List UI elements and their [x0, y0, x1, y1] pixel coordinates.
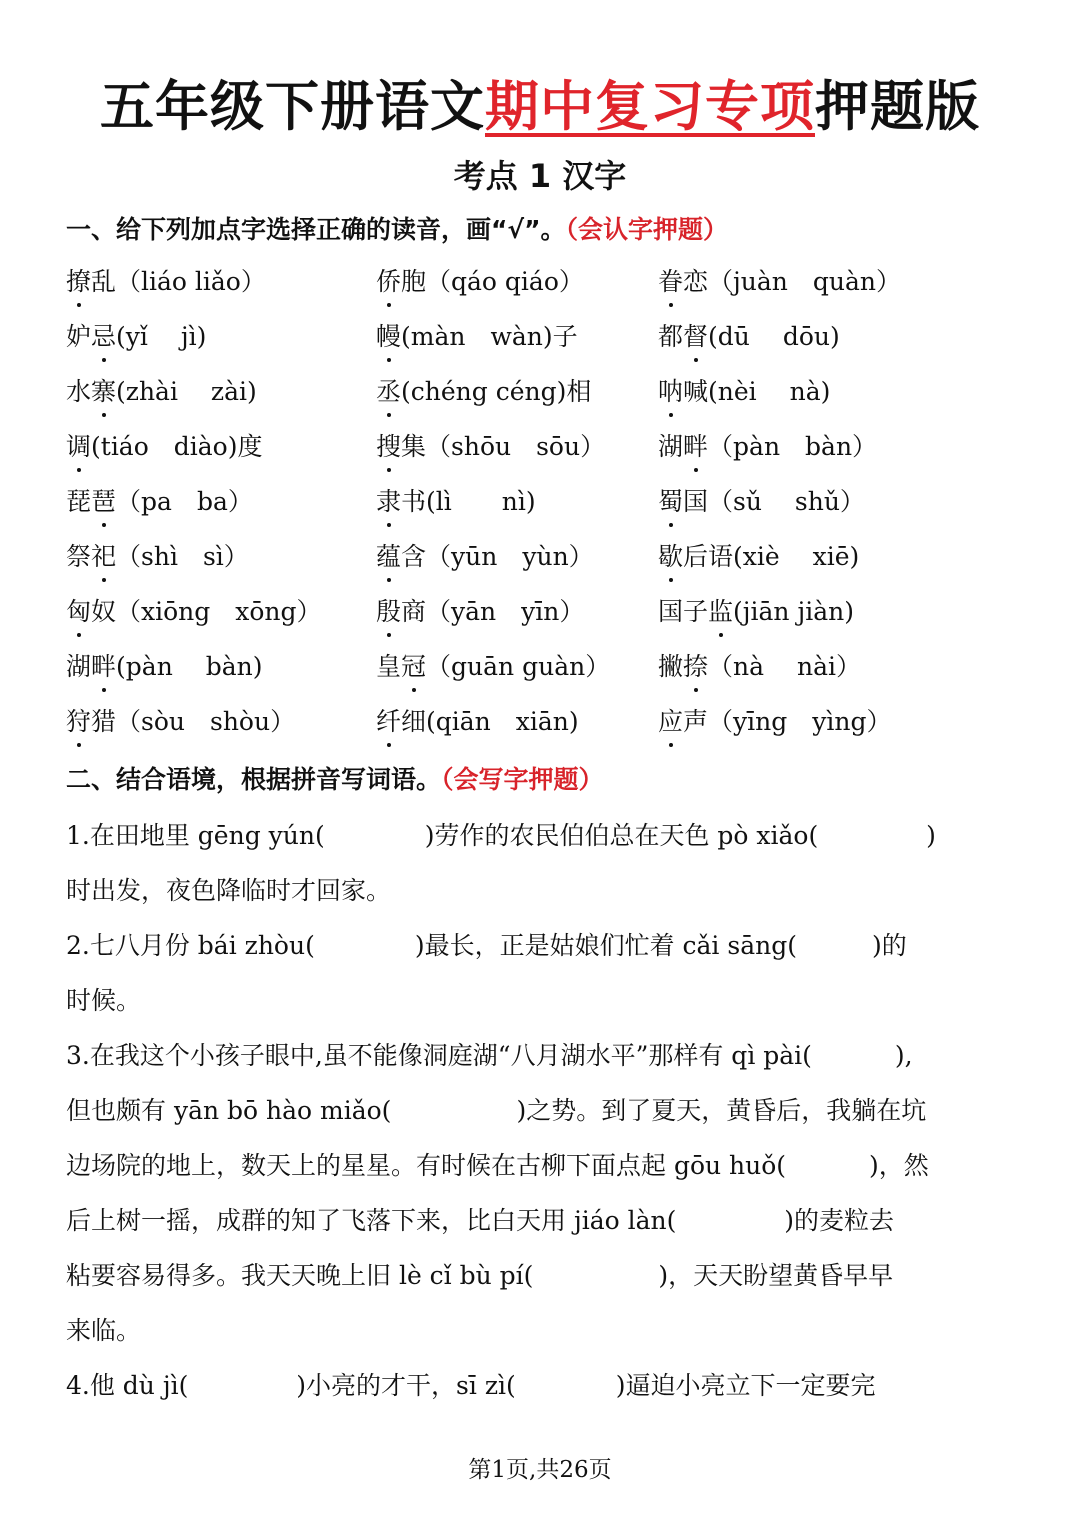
exercise-line: 2.七八月份 bái zhòu( )最长，正是姑娘们忙着 cǎi sāng( )的 [66, 931, 907, 960]
item-prefix: 撇 [658, 652, 684, 681]
grid-item [658, 698, 891, 746]
title-part-edition: 押题版 [815, 75, 980, 138]
dotted-char: 眷 [658, 258, 683, 306]
item-suffix: (pàn bàn) [116, 652, 263, 681]
item-suffix: 后语(xiè xiē) [683, 542, 860, 571]
exercise-line: 4.他 dù jì( )小亮的才干，sī zì( )逼迫小亮立下一定要完 [66, 1371, 876, 1400]
grid-item [658, 368, 830, 416]
grid-item [658, 313, 840, 361]
exercise-line: 时候。 [66, 986, 142, 1015]
dotted-char: 呐 [658, 368, 683, 416]
grid-row [66, 588, 1046, 643]
dotted-char: 蜀 [658, 478, 683, 526]
item-suffix: 乱（liáo liǎo） [91, 267, 266, 296]
exercise-line: 1.在田地里 gēng yún( )劳作的农民伯伯总在天色 pò xiǎo( ) [66, 821, 936, 850]
grid-item [66, 423, 262, 471]
grid-item [376, 533, 594, 581]
item-prefix: 琵 [66, 487, 92, 516]
item-suffix: 国（sǔ shǔ） [683, 487, 865, 516]
item-suffix: （pàn bàn） [708, 432, 878, 461]
grid-item [66, 588, 322, 636]
dotted-char: 畔 [683, 423, 708, 471]
pinyin-choice-grid [66, 258, 1046, 753]
exercise-line: 但也颇有 yān bō hào miǎo( )之势。到了夏天，黄昏后，我躺在坑 [66, 1096, 927, 1125]
dotted-char: 幔 [376, 313, 401, 361]
dotted-char: 殷 [376, 588, 401, 636]
section-1-heading [66, 210, 728, 250]
item-suffix: 集（shōu sōu） [401, 432, 606, 461]
dotted-char: 狩 [66, 698, 91, 746]
dotted-char: 寨 [91, 368, 116, 416]
grid-item [66, 643, 263, 691]
grid-row [66, 643, 1046, 698]
item-prefix: 国子 [658, 597, 709, 626]
grid-item [66, 258, 266, 306]
grid-row [66, 313, 1046, 368]
dotted-char: 蕴 [376, 533, 401, 581]
item-suffix: 细(qiān xiān) [401, 707, 579, 736]
grid-item [66, 313, 206, 361]
grid-item [376, 643, 610, 691]
document-title [0, 72, 1080, 142]
grid-item [66, 698, 295, 746]
exercise-line: 边场院的地上，数天上的星星。有时候在古柳下面点起 gōu huǒ( )，然 [66, 1151, 929, 1180]
item-suffix: (tiáo diào)度 [91, 432, 263, 461]
section-1-text: 一、给下列加点字选择正确的读音，画“√”。 [66, 215, 566, 244]
section-2-tag: （会写字押题） [441, 765, 604, 794]
item-prefix: 都 [658, 322, 684, 351]
item-prefix: 水 [66, 377, 92, 406]
dotted-char: 琶 [91, 478, 116, 526]
exercise-line: 后上树一摇，成群的知了飞落下来，比白天用 jiáo làn( )的麦粒去 [66, 1206, 895, 1235]
grid-item [658, 643, 861, 691]
item-suffix: 声（yīng yìng） [683, 707, 892, 736]
dotted-char: 祀 [91, 533, 116, 581]
grid-item [376, 423, 605, 471]
item-suffix: (chéng céng)相 [401, 377, 592, 406]
item-suffix: 胞（qáo qiáo） [401, 267, 584, 296]
item-suffix: (jiān jiàn) [733, 597, 854, 626]
item-suffix: 书(lì nì) [401, 487, 536, 516]
grid-row [66, 698, 1046, 753]
dotted-char: 应 [658, 698, 683, 746]
item-suffix: (zhài zài) [116, 377, 257, 406]
item-suffix: 猎（sòu shòu） [91, 707, 296, 736]
dotted-char: 忌 [91, 313, 116, 361]
dotted-char: 歇 [658, 533, 683, 581]
dotted-char: 纤 [376, 698, 401, 746]
dotted-char: 畔 [91, 643, 116, 691]
dotted-char: 丞 [376, 368, 401, 416]
title-part-grade: 五年级下册语文 [100, 75, 485, 138]
grid-item [376, 368, 591, 416]
dotted-char: 冠 [401, 643, 426, 691]
grid-item [376, 313, 578, 361]
item-suffix: 喊(nèi nà) [683, 377, 831, 406]
item-suffix: (màn wàn)子 [401, 322, 578, 351]
dotted-char: 匈 [66, 588, 91, 636]
dotted-char: 搜 [376, 423, 401, 471]
item-prefix: 皇 [376, 652, 402, 681]
title-part-highlight: 期中复习专项 [485, 75, 815, 138]
document-subtitle: 考点 1 汉字 [453, 157, 627, 195]
item-suffix: 含（yūn yùn） [401, 542, 594, 571]
item-suffix: （shì sì） [116, 542, 249, 571]
grid-item [658, 258, 901, 306]
exercise-line: 粘要容易得多。我天天晚上旧 lè cǐ bù pí( )，天天盼望黄昏早早 [66, 1261, 894, 1290]
item-prefix: 妒 [66, 322, 92, 351]
exercise-line: 3.在我这个小孩子眼中,虽不能像洞庭湖“八月湖水平”那样有 qì pài( ), [66, 1041, 913, 1070]
item-prefix: 祭 [66, 542, 92, 571]
grid-item [658, 423, 877, 471]
item-suffix: （pa ba） [116, 487, 253, 516]
section-2-heading [66, 760, 604, 800]
dotted-char: 隶 [376, 478, 401, 526]
item-suffix: (dū dōu) [708, 322, 840, 351]
dotted-char: 调 [66, 423, 91, 471]
grid-item [658, 533, 859, 581]
dotted-char: 侨 [376, 258, 401, 306]
item-suffix: 奴（xiōng xōng） [91, 597, 322, 626]
exercise-line: 时出发，夜色降临时才回家。 [66, 876, 392, 905]
item-suffix: 商（yān yīn） [401, 597, 585, 626]
grid-row [66, 423, 1046, 478]
grid-item [66, 533, 249, 581]
grid-item [376, 258, 584, 306]
page-number: 第1页,共26页 [468, 1457, 612, 1483]
grid-item [66, 368, 257, 416]
dotted-char: 督 [683, 313, 708, 361]
grid-item [376, 478, 536, 526]
grid-item [376, 698, 579, 746]
grid-item [658, 588, 854, 636]
section-2-text: 二、结合语境，根据拼音写词语。 [66, 765, 442, 794]
grid-row [66, 533, 1046, 588]
grid-row [66, 258, 1046, 313]
item-suffix: （guān guàn） [426, 652, 611, 681]
item-suffix: (yǐ jì) [116, 322, 207, 351]
dotted-char: 捺 [683, 643, 708, 691]
dotted-char: 撩 [66, 258, 91, 306]
section-1-tag: （会认字押题） [565, 215, 729, 244]
grid-item [376, 588, 584, 636]
item-prefix: 湖 [658, 432, 684, 461]
grid-item [66, 478, 253, 526]
grid-row [66, 478, 1046, 533]
dotted-char: 监 [708, 588, 733, 636]
grid-item [658, 478, 865, 526]
item-prefix: 湖 [66, 652, 92, 681]
item-suffix: 恋（juàn quàn） [683, 267, 901, 296]
item-suffix: （nà nài） [708, 652, 861, 681]
grid-row [66, 368, 1046, 423]
exercise-line: 来临。 [66, 1316, 142, 1345]
